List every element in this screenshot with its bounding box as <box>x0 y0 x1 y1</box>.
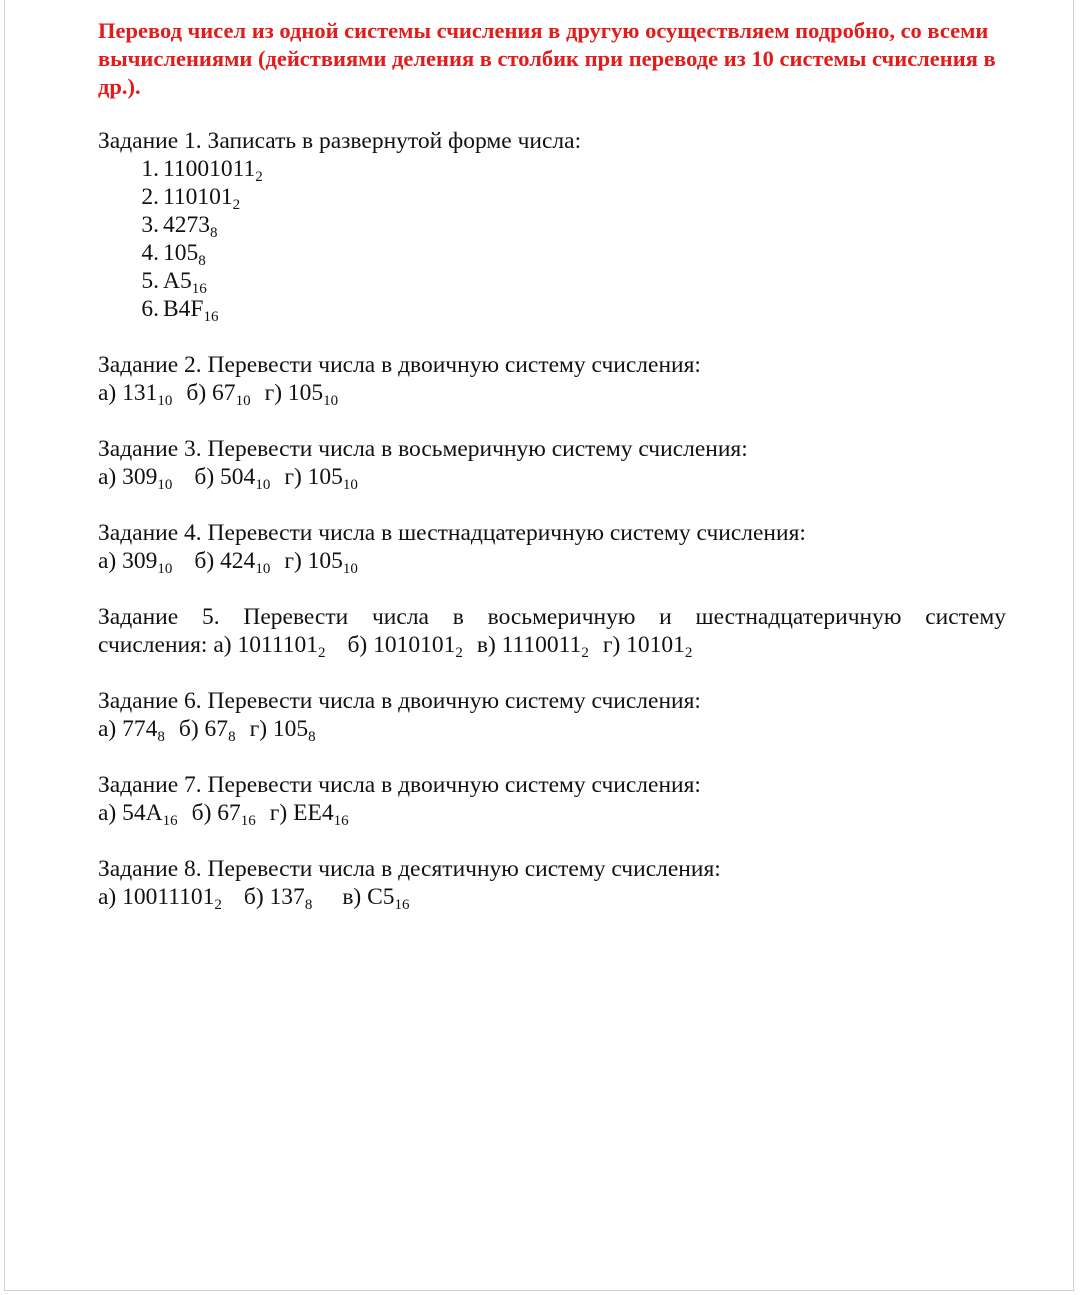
task-3-items <box>98 463 1006 491</box>
task-5-title-continued: счисления: <box>98 632 208 658</box>
list-item: 2. $110101_2$ <box>141 184 241 213</box>
number-item: б) $424_{10}$ <box>194 548 271 577</box>
task-2 <box>98 351 1006 407</box>
task-5-items <box>98 631 1006 659</box>
number-item: г) $105_{10}$ <box>284 464 358 493</box>
number-item: б) $137_8$ <box>243 884 313 913</box>
number-item: г) $105_{10}$ <box>284 548 358 577</box>
task-3-title: Задание 3. Перевести числа в восьмеричную систему счисления: <box>98 436 748 462</box>
list-item: 3. $4273_8$ <box>141 212 218 241</box>
number-item: б) $67_{10}$ <box>186 380 251 409</box>
task-8 <box>98 855 1006 911</box>
number-item: а) $10011101_2$ <box>98 884 222 913</box>
number-item: г) $EE4_{16}$ <box>269 800 349 829</box>
task-6-items <box>98 715 1006 743</box>
task-7-items <box>98 799 1006 827</box>
task-2-items <box>98 379 1006 407</box>
number-item: г) $105_{10}$ <box>264 380 339 409</box>
task-4-title: Задание 4. Перевести числа в шестнадцатеричную систему счисления: <box>98 520 806 546</box>
task-7 <box>98 771 1006 827</box>
task-1 <box>98 127 1006 323</box>
list-item: 6. $B4F_{16}$ <box>141 296 219 325</box>
number-item: в) $C5_{16}$ <box>342 884 410 913</box>
task-5 <box>98 603 1006 659</box>
task-1-list <box>98 155 1006 323</box>
number-item: б) $67_8$ <box>178 716 236 745</box>
task-6-title: Задание 6. Перевести числа в двоичную систему счисления: <box>98 688 701 714</box>
task-5-title: Задание 5. Перевести числа в восьмеричную и шестнадцатеричную систему <box>98 604 1006 630</box>
number-item: а) $1011101_2$ <box>213 632 326 661</box>
task-3 <box>98 435 1006 491</box>
number-item: г) $10101_2$ <box>602 632 693 661</box>
task-8-items <box>98 883 1006 911</box>
task-6 <box>98 687 1006 743</box>
task-7-title: Задание 7. Перевести числа в двоичную систему счисления: <box>98 772 701 798</box>
document-content <box>98 17 1006 939</box>
task-8-title: Задание 8. Перевести числа в десятичную систему счисления: <box>98 856 721 882</box>
list-item: 5. $A5_{16}$ <box>141 268 207 297</box>
number-item: а) $309_{10}$ <box>98 464 173 493</box>
task-1-title: Задание 1. Записать в развернутой форме числа: <box>98 128 582 154</box>
list-item: 1. $11001011_2$ <box>141 156 263 185</box>
list-item: 4. $105_8$ <box>141 240 206 269</box>
number-item: г) $105_8$ <box>249 716 316 745</box>
number-item: в) $1110011_2$ <box>476 632 589 661</box>
number-item: б) $504_{10}$ <box>194 464 271 493</box>
instructions-header: Перевод чисел из одной системы счисления в другую осуществляем подробно, со всеми вычислениями (действиями деления в столбик при переводе из 10 системы счисления в др.). <box>98 18 996 99</box>
number-item: б) $67_{16}$ <box>191 800 256 829</box>
task-4-items <box>98 547 1006 575</box>
number-item: б) $1010101_2$ <box>347 632 463 661</box>
document-page <box>4 0 1074 1291</box>
task-2-title: Задание 2. Перевести числа в двоичную систему счисления: <box>98 352 701 378</box>
number-item: а) $774_8$ <box>98 716 165 745</box>
number-item: а) $54A_{16}$ <box>98 800 178 829</box>
number-item: а) $131_{10}$ <box>98 380 173 409</box>
task-4 <box>98 519 1006 575</box>
number-item: а) $309_{10}$ <box>98 548 173 577</box>
